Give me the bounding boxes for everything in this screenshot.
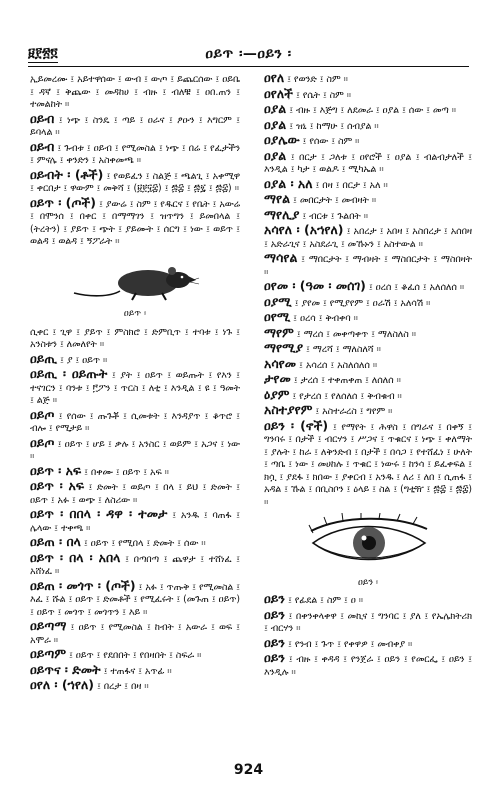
entry: ዐይጢ ፤ ያ ፤ ዐይጥ ። bbox=[30, 350, 108, 366]
entry: ዐይጠ ፡ መጎጥ ፡ (ጦች) ፤ አፉ ፤ ጥጡቅ ፤ የሚመስል ፤ እፈ ፤ ሹል ፤ ዐይጥ ፤ ድመቶች ፤ የሚፈሩት ፤ (መጉጠ ፤ ዐይጥ) ፤ ዐይጥ ፤ መጎጥ ፤ መጎጥን ፤ እይ ። bbox=[30, 577, 240, 618]
rat-icon bbox=[70, 253, 200, 303]
running-head: ዐይጥ ፡—ዐይን ፡ bbox=[205, 46, 292, 62]
entry: አሳየለ ፡ (አኀየለ) ፤ አበረታ ፤ አበዛ ፤ አስበረታ ፤ አሰበዛ ፤ አድራጊና ፤ አስደራጊ ፤ መኹኑን ፤ አስተውል ። bbox=[264, 222, 472, 250]
eye-illustration bbox=[264, 513, 472, 589]
figure-caption: ዐይን ፡ bbox=[357, 577, 379, 588]
entry: ዐይን ፤ በቀንቀላቀዋ ፤ መኪና ፤ ግንባር ፤ ያለ ፤ የኤሌክትሪክ ፤ ብርሃን ። bbox=[264, 606, 472, 634]
entry: ዐይብ ፤ ጉብቱ ፤ ዐይብ ፤ የሚመስል ፤ ነጭ ፤ በሬ ፤ የፈታችን ፤ ምናሌ ፤ ቀንድን ፤ አስቀመጫ ። bbox=[30, 138, 240, 166]
right-column bbox=[264, 72, 472, 744]
eye-icon bbox=[303, 513, 433, 571]
entry: ዐይጣም ፤ ዐይጥ ፤ የደበበት ፤ የበዛበት ፤ ስፍራ ። bbox=[30, 646, 202, 661]
entry: ዐየመ ፡ (ዓመ ፡ መሰገ) ፤ ዐረሰ ፤ ቆፈሰ ፤ አለሰለሰ ። bbox=[264, 278, 465, 293]
right-entries-bottom bbox=[264, 593, 472, 679]
entry: ማሳየል ፤ ማበርታት ፤ ማብዛት ፤ ማስበርታት ፤ ማስበዛት ። bbox=[264, 250, 472, 278]
entry: ዐይጣማ ፤ ዐይጥ ፤ የሚመስል ፤ ከብት ፤ አውራ ፤ ወፍ ፤ አሞራ ። bbox=[30, 618, 240, 646]
entry: ዐያል ፤ ብዙ ፤ እጅግ ፤ ለደመራ ፤ ዐያል ፤ ሰው ፤ መጣ ። bbox=[264, 101, 456, 116]
entry: ዐይን ፤ የፊደል ፤ ስም ፤ ዐ ። bbox=[264, 591, 363, 606]
right-entries-top bbox=[264, 72, 472, 509]
page-number-ethiopic: ፱፻፳፬ bbox=[28, 46, 58, 61]
entry: ማየል ፤ መበርታት ፤ መብዛት ። bbox=[264, 191, 377, 206]
entry: ዐይጦ ፤ የሰው ፤ ጡጉቾ ፤ ሲመቱት ፤ እንዳያጥ ፤ ቆጥሮ ፤ ብሎ ፤ የሚታይ ። bbox=[30, 406, 240, 434]
entry: ዐያል ፤ ዝኒ ፤ ከማሁ ፤ ሰብያል ። bbox=[264, 116, 379, 132]
entry: ዐይጥ ፡ (ጦች) ፤ ያውሬ ፤ ስም ፤ የዱርና ፤ የቤት ፤ አውሬ ፤ በሞንሰ ፤ በቀር ፤ በማማገን ፤ ዝጥግን ፤ ይመበላል ፤ (ትረትን) ፤ ያይጥ ፤ ጭት ፤ ያይሙት ፤ ሰርግ ፤ ነው ፤ ወይጥ ፤ ወልዳ ፤ ወልዳ ፤ ኝፖራት ። bbox=[30, 194, 240, 247]
entry: ዐይጥ ፡ በበላ ፡ ዳዋ ፡ ተመታ ፤ አንዱ ፤ ባጠፋ ፤ ሌላው ፤ ተቀጫ ። bbox=[30, 506, 240, 534]
entry: ዐይብ ፤ ነጭ ፤ ስንዴ ፤ ጣይ ፤ ዐራና ፤ ፆዑን ፤ እግርም ፤ ይባላል ። bbox=[30, 110, 240, 138]
rat-illustration bbox=[30, 253, 240, 321]
header-rule bbox=[28, 66, 469, 67]
entry: ዐያሌው ፤ የሰው ፤ ስም ። bbox=[264, 132, 360, 147]
entry: ዐይጠ ፡ በላ ፤ ዐይጥ ፤ የሚበላ ፤ ድመት ፤ ሰው ። bbox=[30, 534, 206, 549]
entry: ዐይብት ፡ (ቶች) ፤ የወይፈን ፤ ስልጅ ፤ ጫልጊ ፤ አቀሚዋ ፤ ቀርበታ ፤ ዋውም ፤ መቅሻ ፤ (፱፻፶፰) ፤ ፷፰ ፤ ፷፯ ፤ ፷፰) ። bbox=[30, 166, 240, 194]
entry: ዐያል ፤ በርታ ፤ ጋለቱ ፤ ዐየሮች ፤ ዐያል ፤ ብልብታለች ፤ እንዲል ፤ ካታ ፤ ወልዶ ፤ ሚካኤል ። bbox=[264, 147, 472, 175]
entry: ዐየሚ ፤ ዐረሳ ፤ ቅብቀባ ። bbox=[264, 309, 358, 324]
left-column bbox=[30, 72, 240, 744]
entry: ታየመ ፤ ታረሰ ፤ ተቀጠቀጠ ፤ ለሰለሰ ። bbox=[264, 371, 401, 386]
entry: ዐይጥና ፡ ድመት ፤ ተጠፋና ፤ አጥፊ ። bbox=[30, 661, 172, 677]
entry: ዐይጥ ፡ አፍ ፤ ድመት ፤ ወይጦ ፤ በላ ፤ ይህ ፤ ድመት ፤ ዐይጥ ፤ አፉ ፤ ወጭ ፤ ለስሪው ። bbox=[30, 478, 240, 506]
entry: ዐይን ፤ ብዙ ፤ ቀዳዳ ፤ የንጀራ ፤ ዐይን ፤ የመርፌ ፤ ዐይን ፤ እንዲሉ ። bbox=[264, 650, 472, 678]
entry: ዐየለ ፡ (ኀየለ) ፤ በረታ ፤ በዛ ። bbox=[30, 677, 149, 692]
entry: ዐይን ፤ የንብ ፤ ጉጥ ፤ የቀዋዎ ፤ መብቀያ ። bbox=[264, 634, 413, 650]
entry: ማየሚያ ፤ ማረሻ ፤ ማለስለሻ ። bbox=[264, 340, 381, 355]
entry: ዐይጦ ፤ ዐይጥ ፤ ሆይ ፤ ቃሉ ፤ አንስር ፤ ወይም ፤ አጋና ፤ ነው ። bbox=[30, 434, 240, 462]
figure-caption: ዐይጥ ፡ bbox=[123, 309, 147, 319]
left-entries-top bbox=[30, 72, 240, 249]
entry: ማየሊያ ፤ ብርቱ ፤ ጉልበት ። bbox=[264, 206, 368, 222]
entry: ዐይጥ ፡ አፍ ፤ በቀሙ ፤ ዐይጥ ፤ አፍ ። bbox=[30, 462, 169, 478]
page-number: 924 bbox=[233, 762, 264, 778]
entry: ዐይጢ ፡ ዐይጡት ፤ ያት ፤ ዐይጥ ፤ ወይጡት ፤ የእን ፤ ተናገርን ፤ ባንቱ ፤ ፫ፖን ፤ ጥርስ ፤ ለቲ ፤ እንዲል ፤ ዩ ፤ ዓመት ፤ ልጅ ። bbox=[30, 366, 240, 406]
entry: ሲቀር ፤ ጊዋ ፤ ያይጥ ፤ ምስክሮ ፤ ድምቢጥ ፤ ተባቱ ፤ ነጉ ፤ አንስቱን ፤ ለመለየት ። bbox=[30, 326, 240, 350]
entry: ዐይን ፡ (ኖች) ፤ የማየት ፤ ሕዋስ ፤ በግራና ፤ በቀኝ ፤ ግንባሩ ፤ በታች ፤ ብርሃን ፤ ሥጋና ፤ ጥቁርና ፤ ነጭ ፤ ቀለማት ፤ ያሉት ፤ ከራ ፤ ለቅንድብ ፤ በታች ፤ በሳጋ ፤ የተሸፈነ ፤ ሁለት ፤ ጣቤ ፤ ነው ፤ መሀከሉ ፤ ጥቁር ፤ ነውሩ ፤ ከንሳ ፤ ይፈቀፍል ፤ ክሷ ፤ ያደፋ ፤ ክበው ፤ ያቀርብ ፤ አንዱ ፤ ለሪ ፤ ለበ ፤ ሲጠፋ ፤ አዳል ፤ ኹል ፤ በቢስቦን ፤ ዕላይ ፤ ስል ፤ (ግቲዥ ፤ ፷፰ ፤ ፷፰) ። bbox=[264, 417, 472, 508]
page-header bbox=[28, 44, 469, 66]
entry: ዐይጥ ፡ በላ ፡ አበላ ፤ በጣበጣ ፤ ጨዋታ ፤ ተሸነፈ ፤ አሸነፈ ። bbox=[30, 549, 240, 577]
entry: ዕያም ፤ የታረሰ ፤ የለሰለሰ ፤ ቅብቁብ ። bbox=[264, 386, 402, 402]
entry: ዐያሚ ፤ ያየመ ፤ የሚያየም ፤ ዐራሽ ፤ አለሳሽ ። bbox=[264, 293, 431, 309]
entry: ማየም ፤ ማረሰ ፤ መቀጣቀጥ ፤ ማለስለስ ። bbox=[264, 324, 416, 340]
left-entries-bottom bbox=[30, 325, 240, 694]
entry: ዐያል ፡ አለ ፤ በዛ ፤ በርታ ፤ አለ ። bbox=[264, 175, 388, 191]
entry: ዐየለች ፤ የሴት ፤ ስም ። bbox=[264, 85, 352, 101]
entry: አሳየመ ፤ አሳረሰ ፤ አስለሰለሰ ። bbox=[264, 355, 378, 371]
entry: ዐየለ ፤ የወንድ ፤ ስም ። bbox=[264, 72, 348, 85]
entry: አስተያየም ፤ አስተራረስ ፤ ግየም ። bbox=[264, 402, 393, 417]
entry: ኢይመረሙ ፤ አይተዋሰው ፤ ውብ ፤ ውጦ ፤ ይጨርሰው ፤ ዐይቤ ፤ ዳኛ ፤ ቅጨው ፤ መዳከሀ ፤ ብዙ ፤ ብለቹ ፤ ዐበ.ጠን ፤ ተመልከት ። bbox=[30, 74, 240, 110]
